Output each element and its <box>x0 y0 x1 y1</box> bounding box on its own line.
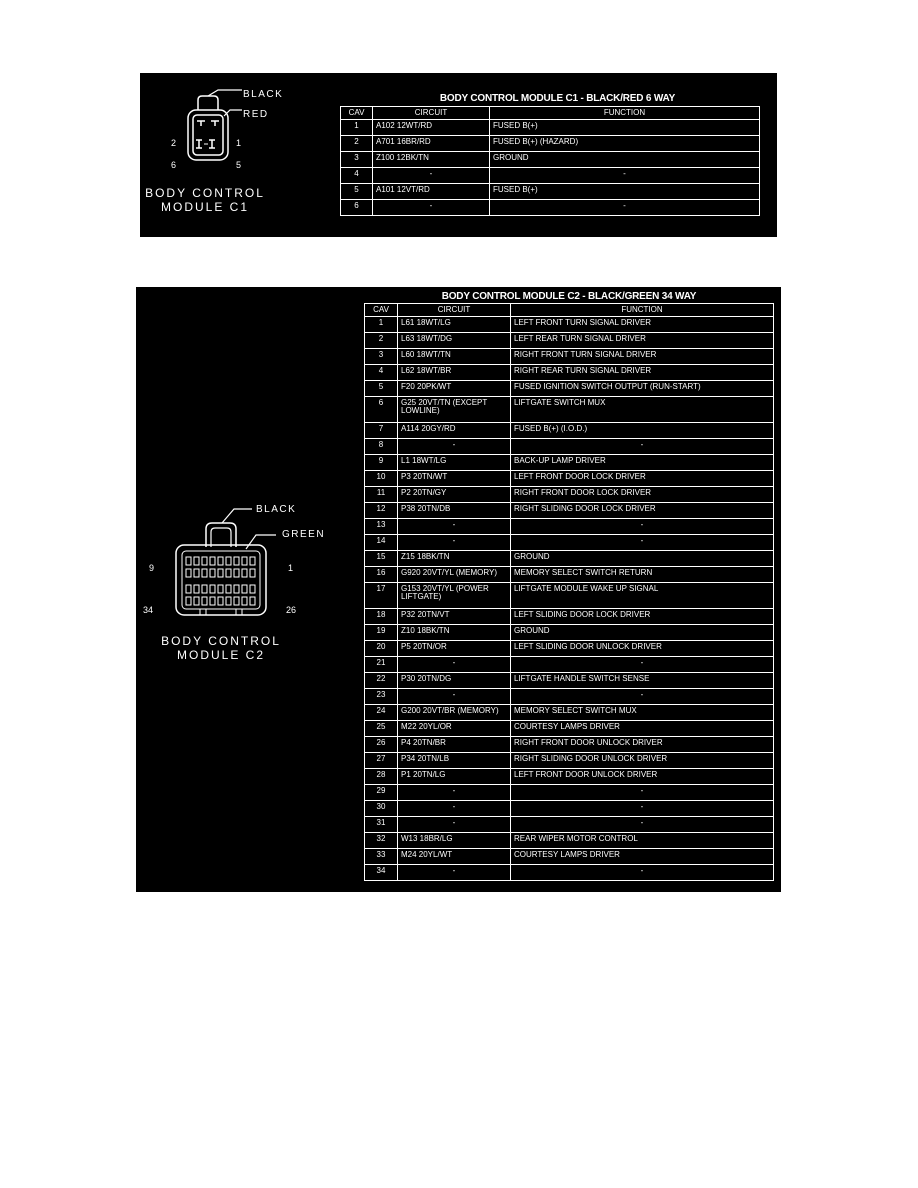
circuit-cell: G25 20VT/TN (EXCEPT LOWLINE) <box>398 397 511 423</box>
c1-connector-label <box>145 186 265 215</box>
c1-pin-label: 5 <box>236 160 242 170</box>
table-row <box>365 317 774 333</box>
circuit-cell: - <box>398 657 511 673</box>
connector-cavity <box>226 557 231 565</box>
circuit-cell: G200 20VT/BR (MEMORY) <box>398 705 511 721</box>
function-cell: - <box>511 689 774 705</box>
c2-pin-label: 26 <box>286 605 297 615</box>
cav-cell: 17 <box>365 583 398 609</box>
function-cell: FUSED B(+) <box>490 184 760 200</box>
circuit-cell: - <box>373 168 490 184</box>
circuit-cell: - <box>398 535 511 551</box>
function-cell: FUSED B(+) (HAZARD) <box>490 136 760 152</box>
header-cav: CAV <box>341 107 373 120</box>
cav-cell: 15 <box>365 551 398 567</box>
header-function: FUNCTION <box>511 304 774 317</box>
table-row <box>365 583 774 609</box>
circuit-cell: P1 20TN/LG <box>398 769 511 785</box>
connector-cavity <box>194 597 199 605</box>
cav-cell: 23 <box>365 689 398 705</box>
table-row <box>365 673 774 689</box>
header-circuit: CIRCUIT <box>398 304 511 317</box>
cav-cell: 30 <box>365 801 398 817</box>
cav-cell: 4 <box>365 365 398 381</box>
function-cell: LEFT SLIDING DOOR LOCK DRIVER <box>511 609 774 625</box>
table-row <box>341 168 760 184</box>
table-row <box>365 349 774 365</box>
function-cell: - <box>511 519 774 535</box>
c1-pinout-table <box>340 106 760 216</box>
table-row <box>365 753 774 769</box>
connector-cavity <box>218 585 223 593</box>
connector-cavity <box>234 585 239 593</box>
connector-cavity <box>226 597 231 605</box>
c2-connector-label <box>161 634 281 663</box>
cav-cell: 34 <box>365 865 398 881</box>
cav-cell: 2 <box>341 136 373 152</box>
connector-cavity <box>250 557 255 565</box>
cav-cell: 9 <box>365 455 398 471</box>
cav-cell: 14 <box>365 535 398 551</box>
cav-cell: 26 <box>365 737 398 753</box>
connector-cavity <box>250 585 255 593</box>
table-row <box>365 737 774 753</box>
circuit-cell: - <box>398 865 511 881</box>
cav-cell: 11 <box>365 487 398 503</box>
connector-cavity <box>226 585 231 593</box>
cav-cell: 1 <box>341 120 373 136</box>
table-row <box>365 471 774 487</box>
function-cell: LIFTGATE MODULE WAKE UP SIGNAL <box>511 583 774 609</box>
table-header-row <box>341 107 760 120</box>
connector-cavity <box>186 557 191 565</box>
connector-cavity <box>210 597 215 605</box>
cav-cell: 6 <box>341 200 373 216</box>
function-cell: BACK-UP LAMP DRIVER <box>511 455 774 471</box>
c1-connector-label-line2: MODULE C1 <box>160 200 249 215</box>
circuit-cell: - <box>398 801 511 817</box>
table-row <box>365 519 774 535</box>
cav-cell: 29 <box>365 785 398 801</box>
cav-cell: 5 <box>341 184 373 200</box>
cav-cell: 18 <box>365 609 398 625</box>
table-row <box>365 849 774 865</box>
c2-pin-label: 34 <box>143 605 154 615</box>
c2-panel <box>136 287 781 892</box>
cav-cell: 3 <box>365 349 398 365</box>
circuit-cell: - <box>398 439 511 455</box>
cav-cell: 33 <box>365 849 398 865</box>
cav-cell: 8 <box>365 439 398 455</box>
function-cell: - <box>511 801 774 817</box>
function-cell: MEMORY SELECT SWITCH MUX <box>511 705 774 721</box>
connector-cavity <box>242 569 247 577</box>
circuit-cell: P30 20TN/DG <box>398 673 511 689</box>
circuit-cell: L61 18WT/LG <box>398 317 511 333</box>
function-cell: GROUND <box>511 551 774 567</box>
c2-table-title: BODY CONTROL MODULE C2 - BLACK/GREEN 34 WAY <box>441 291 697 302</box>
table-row <box>365 705 774 721</box>
c2-pin-label: 9 <box>149 563 155 573</box>
circuit-cell: A101 12VT/RD <box>373 184 490 200</box>
circuit-cell: P34 20TN/LB <box>398 753 511 769</box>
circuit-cell: Z10 18BK/TN <box>398 625 511 641</box>
table-row <box>365 567 774 583</box>
circuit-cell: - <box>398 785 511 801</box>
function-cell: LIFTGATE HANDLE SWITCH SENSE <box>511 673 774 689</box>
c2-connector-icon <box>166 505 276 625</box>
table-row <box>365 397 774 423</box>
table-row <box>365 439 774 455</box>
circuit-cell: A102 12WT/RD <box>373 120 490 136</box>
c1-panel <box>140 73 777 237</box>
cav-cell: 19 <box>365 625 398 641</box>
circuit-cell: P2 20TN/GY <box>398 487 511 503</box>
function-cell: LEFT FRONT DOOR UNLOCK DRIVER <box>511 769 774 785</box>
cav-cell: 3 <box>341 152 373 168</box>
cav-cell: 25 <box>365 721 398 737</box>
function-cell: LEFT FRONT TURN SIGNAL DRIVER <box>511 317 774 333</box>
connector-cavity <box>250 597 255 605</box>
function-cell: RIGHT FRONT DOOR LOCK DRIVER <box>511 487 774 503</box>
connector-cavity <box>250 569 255 577</box>
cav-cell: 21 <box>365 657 398 673</box>
cav-cell: 1 <box>365 317 398 333</box>
function-cell: COURTESY LAMPS DRIVER <box>511 721 774 737</box>
cav-cell: 22 <box>365 673 398 689</box>
function-cell: RIGHT SLIDING DOOR LOCK DRIVER <box>511 503 774 519</box>
function-cell: LIFTGATE SWITCH MUX <box>511 397 774 423</box>
connector-cavity <box>234 557 239 565</box>
function-cell: MEMORY SELECT SWITCH RETURN <box>511 567 774 583</box>
header-circuit: CIRCUIT <box>373 107 490 120</box>
circuit-cell: - <box>373 200 490 216</box>
c2-connector-label-line1: BODY CONTROL <box>161 634 281 648</box>
table-row <box>365 817 774 833</box>
connector-cavity <box>186 597 191 605</box>
connector-cavity <box>226 569 231 577</box>
c1-pin-label: 2 <box>171 138 177 148</box>
function-cell: - <box>490 168 760 184</box>
cav-cell: 10 <box>365 471 398 487</box>
c1-pin-label: 6 <box>171 160 177 170</box>
table-row <box>365 423 774 439</box>
connector-cavity <box>234 597 239 605</box>
c2-wire-label-black: BLACK <box>256 504 297 515</box>
connector-cavity <box>186 585 191 593</box>
circuit-cell: A701 16BR/RD <box>373 136 490 152</box>
circuit-cell: L63 18WT/DG <box>398 333 511 349</box>
circuit-cell: P5 20TN/OR <box>398 641 511 657</box>
c1-wire-label-red: RED <box>243 109 269 120</box>
function-cell: COURTESY LAMPS DRIVER <box>511 849 774 865</box>
c2-wire-label-green: GREEN <box>282 529 326 540</box>
circuit-cell: - <box>398 817 511 833</box>
function-cell: GROUND <box>511 625 774 641</box>
cav-cell: 24 <box>365 705 398 721</box>
cav-cell: 31 <box>365 817 398 833</box>
connector-cavity <box>202 569 207 577</box>
table-row <box>365 365 774 381</box>
table-row <box>365 551 774 567</box>
function-cell: - <box>511 817 774 833</box>
header-cav: CAV <box>365 304 398 317</box>
function-cell: FUSED B(+) (I.O.D.) <box>511 423 774 439</box>
circuit-cell: L60 18WT/TN <box>398 349 511 365</box>
circuit-cell: - <box>398 689 511 705</box>
cav-cell: 5 <box>365 381 398 397</box>
connector-cavity <box>186 569 191 577</box>
circuit-cell: Z15 18BK/TN <box>398 551 511 567</box>
header-function: FUNCTION <box>490 107 760 120</box>
function-cell: RIGHT FRONT DOOR UNLOCK DRIVER <box>511 737 774 753</box>
function-cell: RIGHT SLIDING DOOR UNLOCK DRIVER <box>511 753 774 769</box>
table-row <box>365 535 774 551</box>
table-row <box>365 503 774 519</box>
connector-cavity <box>242 597 247 605</box>
connector-cavity <box>194 585 199 593</box>
table-row <box>365 381 774 397</box>
circuit-cell: A114 20GY/RD <box>398 423 511 439</box>
connector-cavity <box>194 569 199 577</box>
table-row <box>365 333 774 349</box>
cav-cell: 16 <box>365 567 398 583</box>
function-cell: LEFT SLIDING DOOR UNLOCK DRIVER <box>511 641 774 657</box>
function-cell: - <box>511 785 774 801</box>
function-cell: - <box>511 439 774 455</box>
table-row <box>341 184 760 200</box>
cav-cell: 13 <box>365 519 398 535</box>
circuit-cell: P32 20TN/VT <box>398 609 511 625</box>
function-cell: RIGHT REAR TURN SIGNAL DRIVER <box>511 365 774 381</box>
circuit-cell: P38 20TN/DB <box>398 503 511 519</box>
cav-cell: 32 <box>365 833 398 849</box>
cav-cell: 2 <box>365 333 398 349</box>
c1-connector-label-line1: BODY CONTROL <box>145 186 265 200</box>
cav-cell: 28 <box>365 769 398 785</box>
table-row <box>341 200 760 216</box>
function-cell: - <box>511 535 774 551</box>
c2-connector-label-line2: MODULE C2 <box>176 648 265 663</box>
connector-cavity <box>202 597 207 605</box>
c1-pin-label: 1 <box>236 138 242 148</box>
function-cell: - <box>511 657 774 673</box>
cav-cell: 12 <box>365 503 398 519</box>
function-cell: - <box>490 200 760 216</box>
table-row <box>365 689 774 705</box>
function-cell: - <box>511 865 774 881</box>
connector-cavity <box>202 557 207 565</box>
table-row <box>365 769 774 785</box>
function-cell: LEFT FRONT DOOR LOCK DRIVER <box>511 471 774 487</box>
table-row <box>365 785 774 801</box>
connector-cavity <box>218 597 223 605</box>
function-cell: REAR WIPER MOTOR CONTROL <box>511 833 774 849</box>
table-row <box>365 801 774 817</box>
cav-cell: 6 <box>365 397 398 423</box>
table-row <box>341 152 760 168</box>
circuit-cell: M22 20YL/OR <box>398 721 511 737</box>
circuit-cell: M24 20YL/WT <box>398 849 511 865</box>
c2-pin-label: 1 <box>288 563 294 573</box>
connector-cavity <box>194 557 199 565</box>
connector-cavity <box>202 585 207 593</box>
table-row <box>365 455 774 471</box>
connector-cavity <box>234 569 239 577</box>
table-row <box>365 609 774 625</box>
c1-wire-label-black: BLACK <box>243 89 284 100</box>
c1-table-title: BODY CONTROL MODULE C1 - BLACK/RED 6 WAY <box>439 93 676 104</box>
function-cell: RIGHT FRONT TURN SIGNAL DRIVER <box>511 349 774 365</box>
function-cell: LEFT REAR TURN SIGNAL DRIVER <box>511 333 774 349</box>
table-row <box>341 136 760 152</box>
function-cell: FUSED B(+) <box>490 120 760 136</box>
connector-cavity <box>242 557 247 565</box>
table-row <box>365 641 774 657</box>
circuit-cell: L62 18WT/BR <box>398 365 511 381</box>
table-row <box>365 657 774 673</box>
table-row <box>365 865 774 881</box>
c2-pinout-table <box>364 303 774 881</box>
cav-cell: 27 <box>365 753 398 769</box>
table-row <box>341 120 760 136</box>
table-row <box>365 625 774 641</box>
circuit-cell: L1 18WT/LG <box>398 455 511 471</box>
circuit-cell: W13 18BR/LG <box>398 833 511 849</box>
circuit-cell: F20 20PK/WT <box>398 381 511 397</box>
circuit-cell: - <box>398 519 511 535</box>
cav-cell: 7 <box>365 423 398 439</box>
circuit-cell: G153 20VT/YL (POWER LIFTGATE) <box>398 583 511 609</box>
connector-cavity <box>218 569 223 577</box>
connector-cavity <box>242 585 247 593</box>
connector-cavity <box>210 557 215 565</box>
circuit-cell: Z100 12BK/TN <box>373 152 490 168</box>
table-row <box>365 833 774 849</box>
table-row <box>365 487 774 503</box>
circuit-cell: G920 20VT/YL (MEMORY) <box>398 567 511 583</box>
connector-cavity <box>210 569 215 577</box>
function-cell: GROUND <box>490 152 760 168</box>
cav-cell: 4 <box>341 168 373 184</box>
function-cell: FUSED IGNITION SWITCH OUTPUT (RUN-START) <box>511 381 774 397</box>
connector-cavity <box>218 557 223 565</box>
connector-cavity <box>210 585 215 593</box>
table-header-row <box>365 304 774 317</box>
table-row <box>365 721 774 737</box>
circuit-cell: P4 20TN/BR <box>398 737 511 753</box>
circuit-cell: P3 20TN/WT <box>398 471 511 487</box>
cav-cell: 20 <box>365 641 398 657</box>
